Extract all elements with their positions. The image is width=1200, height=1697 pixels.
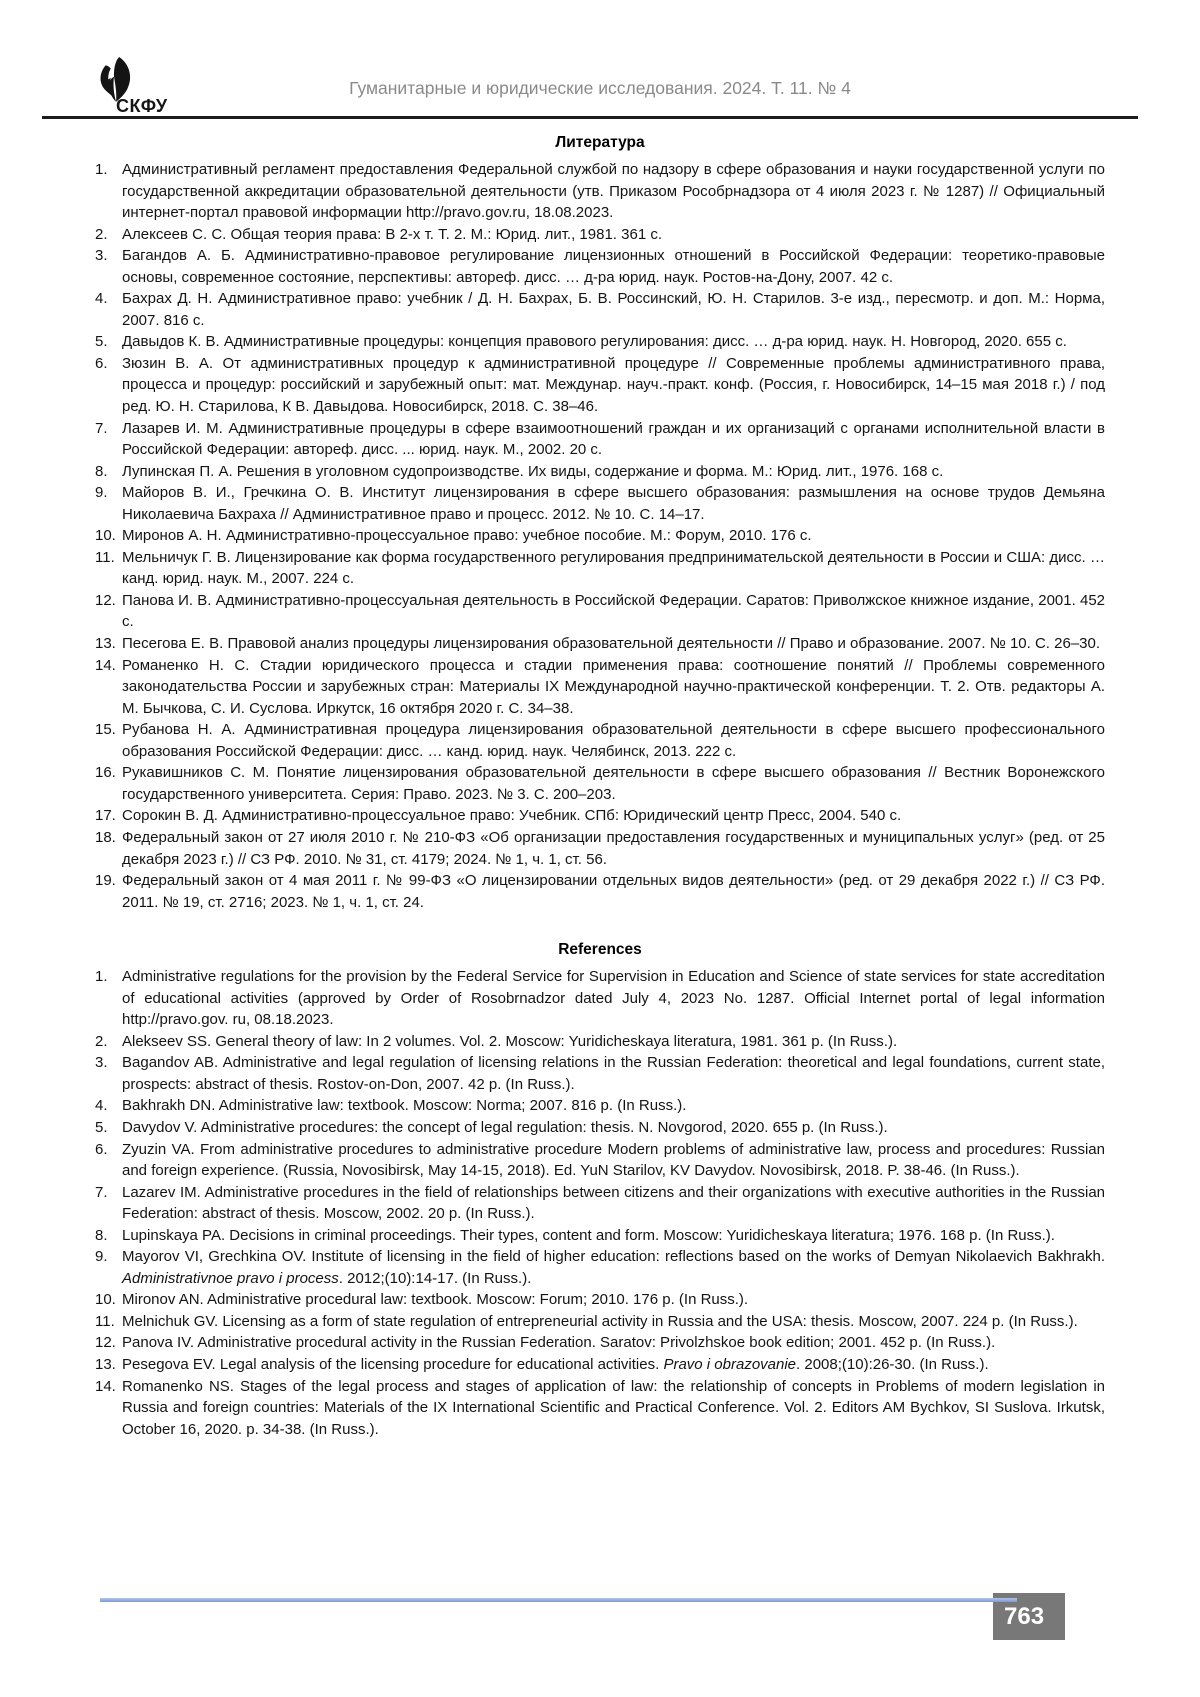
- reference-item: [95, 870, 1105, 913]
- reference-text: Сорокин В. Д. Административно-процессуальное право: Учебник. СПб: Юридический центр Пресс, 2004. 540 с.: [122, 807, 902, 825]
- reference-item: [95, 1095, 1105, 1117]
- reference-item: [95, 331, 1105, 353]
- reference-item: [95, 1182, 1105, 1225]
- reference-text: Майоров В. И., Гречкина О. В. Институт лицензирования в сфере высшего образования: размышления на основе трудов Демьяна Николаевича Бахраха // Административное право и процесс. 2012. № 10. С. 14–17.: [122, 484, 1105, 523]
- reference-item: [95, 762, 1105, 805]
- reference-item: [95, 1246, 1105, 1289]
- item-number: 8.: [95, 462, 108, 480]
- reference-text: Panova IV. Administrative procedural activity in the Russian Federation. Saratov: Privolzhskoe book edition; 2001. 452 p. (In Russ.).: [122, 1334, 996, 1352]
- reference-item: [95, 525, 1105, 547]
- item-number: 10.: [95, 1291, 116, 1309]
- reference-text: Bagandov AB. Administrative and legal regulation of licensing relations in the Russian Federation: theoretical and legal foundations, current state, prospects: abstract of thesis. Rostov-on-Don, 2007. 42 p. (In Russ.).: [122, 1054, 1105, 1093]
- reference-item: [95, 590, 1105, 633]
- item-number: 12.: [95, 591, 116, 609]
- literatura-list: [95, 159, 1105, 913]
- item-number: 3.: [95, 247, 108, 265]
- item-number: 16.: [95, 764, 116, 782]
- reference-item: [95, 1376, 1105, 1441]
- reference-text: Zyuzin VA. From administrative procedures to administrative procedure Modern problems of administrative law, process and procedures: Russian and foreign experience. (Russia, Novosibirsk, May 14-15, 2018). Ed. YuN Starilov, KV Davydov. Novosibirsk, 2018. P. 38-46. (In Russ.).: [122, 1140, 1105, 1180]
- reference-text: Bakhrakh DN. Administrative law: textbook. Moscow: Norma; 2007. 816 p. (In Russ.).: [122, 1097, 687, 1115]
- reference-text: Melnichuk GV. Licensing as a form of state regulation of entrepreneurial activity in Russia and the USA: thesis. Moscow, 2007. 224 p. (In Russ.).: [122, 1312, 1078, 1330]
- item-number: 17.: [95, 807, 116, 825]
- reference-item: [95, 245, 1105, 288]
- italic-journal-name: Administrativnoe pravo i process: [122, 1269, 339, 1287]
- item-number: 2.: [95, 225, 108, 243]
- item-number: 1.: [95, 161, 108, 178]
- item-number: 19.: [95, 872, 116, 890]
- reference-text: Багандов А. Б. Административно-правовое регулирование лицензионных отношений в Российской Федерации: теоретико-правовые основы, современное состояние, перспективы: автореф. дисс. … д-ра юрид. наук. Ростов-на-Дону, 2007. 42 с.: [122, 247, 1105, 286]
- reference-text: Федеральный закон от 27 июля 2010 г. № 210-ФЗ «Об организации предоставления государственных и муниципальных услуг» (ред. от 25 декабря 2023 г.) // СЗ РФ. 2010. № 31, ст. 4179; 2024. № 1, ч. 1, ст. 56.: [122, 828, 1105, 868]
- page-number: 763: [1004, 1602, 1045, 1630]
- reference-item: [95, 547, 1105, 590]
- reference-item: [95, 482, 1105, 525]
- references-heading: References: [558, 941, 642, 959]
- reference-item: [95, 353, 1105, 418]
- item-number: 7.: [95, 1183, 108, 1201]
- item-number: 4.: [95, 1097, 108, 1115]
- reference-text: Федеральный закон от 4 мая 2011 г. № 99-ФЗ «О лицензировании отдельных видов деятельности» (ред. от 29 декабря 2022 г.) // СЗ РФ. 2011. № 19, ст. 2716; 2023. № 1, ч. 1, ст. 24.: [122, 872, 1105, 911]
- reference-item: [95, 827, 1105, 870]
- item-number: 7.: [95, 419, 108, 437]
- reference-item: [95, 224, 1105, 246]
- reference-text: Lupinskaya PA. Decisions in criminal proceedings. Their types, content and form. Moscow: Yuridicheskaya literatura; 1976. 168 p. (In Russ.).: [122, 1226, 1055, 1244]
- reference-text: Песегова Е. В. Правовой анализ процедуры лицензирования образовательной деятельности // Право и образование. 2007. № 10. С. 26–30.: [122, 635, 1101, 653]
- item-number: 6.: [95, 1140, 108, 1158]
- item-number: 5.: [95, 1118, 108, 1136]
- item-number: 8.: [95, 1226, 108, 1244]
- header-divider: [42, 116, 1138, 119]
- reference-text: Рукавишников С. М. Понятие лицензирования образовательной деятельности в сфере высшего образования // Вестник Воронежского государственного университета. Серия: Право. 2023. № 3. С. 200–203.: [122, 764, 1105, 803]
- reference-text: Alekseev SS. General theory of law: In 2 volumes. Vol. 2. Moscow: Yuridicheskaya literatura, 1981. 361 p. (In Russ.).: [122, 1032, 898, 1050]
- item-number: 6.: [95, 354, 108, 372]
- reference-text: Mironov AN. Administrative procedural law: textbook. Moscow: Forum; 2010. 176 p. (In Russ.).: [122, 1291, 749, 1309]
- reference-item: [95, 655, 1105, 720]
- item-number: 14.: [95, 656, 116, 674]
- reference-item: [95, 1031, 1105, 1053]
- reference-item: [95, 288, 1105, 331]
- reference-text: . 2008;(10):26-30. (In Russ.).: [796, 1355, 989, 1373]
- reference-item: [95, 633, 1105, 655]
- reference-text: Зюзин В. А. От административных процедур к административной процедуре // Современные проблемы административного права, процесса и процедур: российский и зарубежный опыт: мат. Междунар. науч.-практ. конф. (Россия, г. Новосибирск, 14–15 мая 2018 г.) / под ред. Ю. Н. Старилова, К В. Давыдова. Новосибирск, 2018. С. 38–46.: [122, 354, 1105, 416]
- reference-text: Рубанова Н. А. Административная процедура лицензирования образовательной деятельности в сфере высшего профессионального образования Российской Федерации: дисс. … канд. юрид. наук. Челябинск, 2013. 222 с.: [122, 721, 1105, 760]
- reference-item: [95, 805, 1105, 827]
- item-number: 3.: [95, 1054, 108, 1072]
- reference-item: [95, 1117, 1105, 1139]
- reference-item: [95, 1225, 1105, 1247]
- reference-text: Pesegova EV. Legal analysis of the licensing procedure for educational activities.: [122, 1355, 664, 1373]
- logo-text: СКФУ: [116, 96, 168, 116]
- item-number: 13.: [95, 635, 116, 653]
- item-number: 10.: [95, 527, 116, 545]
- reference-item: [95, 1289, 1105, 1311]
- reference-item: [95, 418, 1105, 461]
- item-number: 4.: [95, 290, 108, 308]
- reference-text: Бахрах Д. Н. Административное право: учебник / Д. Н. Бахрах, Б. В. Россинский, Ю. Н. Старилов. 3-е изд., пересмотр. и доп. М.: Норма, 2007. 816 с.: [122, 290, 1105, 329]
- item-number: 15.: [95, 721, 116, 739]
- item-number: 12.: [95, 1334, 116, 1352]
- reference-text: Алексеев С. С. Общая теория права: В 2-х т. Т. 2. М.: Юрид. лит., 1981. 361 с.: [122, 225, 662, 243]
- journal-title: Гуманитарные и юридические исследования. 2024. Т. 11. № 4: [349, 78, 851, 98]
- item-number: 1.: [95, 968, 108, 986]
- reference-text: Lazarev IM. Administrative procedures in the field of relationships between citizens and their organizations with executive authorities in the Russian Federation: abstract of thesis. Moscow, 2002. 20 p. (In Russ.).: [122, 1183, 1105, 1223]
- literatura-heading: Литература: [555, 134, 645, 151]
- reference-item: [95, 1139, 1105, 1182]
- item-number: 13.: [95, 1355, 116, 1373]
- italic-journal-name: Pravo i obrazovanie: [663, 1355, 797, 1373]
- item-number: 14.: [95, 1377, 116, 1395]
- footer-divider: [100, 1598, 1017, 1602]
- reference-text: Лазарев И. М. Административные процедуры в сфере взаимоотношений граждан и их организаций с органами исполнительной власти в Российской Федерации: автореф. дисс. ... юрид. наук. М., 2002. 20 с.: [122, 419, 1105, 459]
- reference-item: [95, 719, 1105, 762]
- item-number: 9.: [95, 1248, 108, 1266]
- reference-item: [95, 159, 1105, 224]
- reference-item: [95, 461, 1105, 483]
- reference-text: Романенко Н. С. Стадии юридического процесса и стадии применения права: соотношение понятий // Проблемы современного законодательства России и зарубежных стран: Материалы IX Международной научно-практической конференции. Т. 2. Отв. редакторы А. М. Бычкова, С. И. Суслова. Иркутск, 16 октября 2020 г. С. 34–38.: [122, 656, 1105, 717]
- reference-text: Давыдов К. В. Административные процедуры: концепция правового регулирования: дисс. … д-ра юрид. наук. Н. Новгород, 2020. 655 с.: [122, 333, 1067, 351]
- page-content: [95, 134, 1105, 1440]
- item-number: 18.: [95, 828, 116, 846]
- reference-text: Mayorov VI, Grechkina OV. Institute of licensing in the field of higher education: reflections based on the works of Demyan Nikolaevich Bakhrakh.: [122, 1248, 1105, 1266]
- reference-item: [95, 966, 1105, 1031]
- reference-text: Лупинская П. А. Решения в уголовном судопроизводстве. Их виды, содержание и форма. М.: Юрид. лит., 1976. 168 с.: [122, 462, 944, 480]
- reference-text: . 2012;(10):14-17. (In Russ.).: [338, 1269, 532, 1287]
- reference-text: Administrative regulations for the provision by the Federal Service for Supervision in Education and Science of state services for state accreditation of educational activities (approved by Order of Rosobrnadzor dated July 4, 2023 No. 1287. Official Internet portal of legal information http://pravo.gov. ru, 08.18.2023.: [122, 968, 1105, 1029]
- references-list: [95, 966, 1105, 1440]
- item-number: 9.: [95, 484, 108, 502]
- reference-item: [95, 1311, 1105, 1333]
- reference-text: Romanenko NS. Stages of the legal process and stages of application of law: the relationship of concepts in Problems of modern legislation in Russia and foreign countries: Materials of the IX International Scientific and Practical Conference. Vol. 2. Editors AM Bychkov, SI Suslova. Irkutsk, October 16, 2020. p. 34-38. (In Russ.).: [122, 1377, 1105, 1438]
- reference-text: Мельничук Г. В. Лицензирование как форма государственного регулирования предпринимательской деятельности в России и США: дисс. … канд. юрид. наук. М., 2007. 224 с.: [122, 548, 1105, 588]
- reference-text: Davydov V. Administrative procedures: the concept of legal regulation: thesis. N. Novgorod, 2020. 655 p. (In Russ.).: [122, 1118, 888, 1136]
- item-number: 11.: [95, 1312, 115, 1330]
- reference-item: [95, 1332, 1105, 1354]
- reference-item: [95, 1052, 1105, 1095]
- reference-item: [95, 1354, 1105, 1376]
- reference-text: Административный регламент предоставления Федеральной службой по надзору в сфере образования и науки государственной услуги по государственной аккредитации образовательной деятельности (утв. Приказом Рособрнадзора от 4 июля 2023 г. № 1287) // Официальный интернет-портал правовой информации http://pravo.gov.ru, 18.08.2023.: [122, 161, 1105, 222]
- item-number: 2.: [95, 1032, 108, 1050]
- item-number: 11.: [95, 548, 115, 566]
- item-number: 5.: [95, 333, 108, 351]
- reference-text: Панова И. В. Административно-процессуальная деятельность в Российской Федерации. Саратов: Приволжское книжное издание, 2001. 452 с.: [122, 591, 1105, 631]
- reference-text: Миронов А. Н. Административно-процессуальное право: учебное пособие. М.: Форум, 2010. 176 с.: [122, 527, 812, 545]
